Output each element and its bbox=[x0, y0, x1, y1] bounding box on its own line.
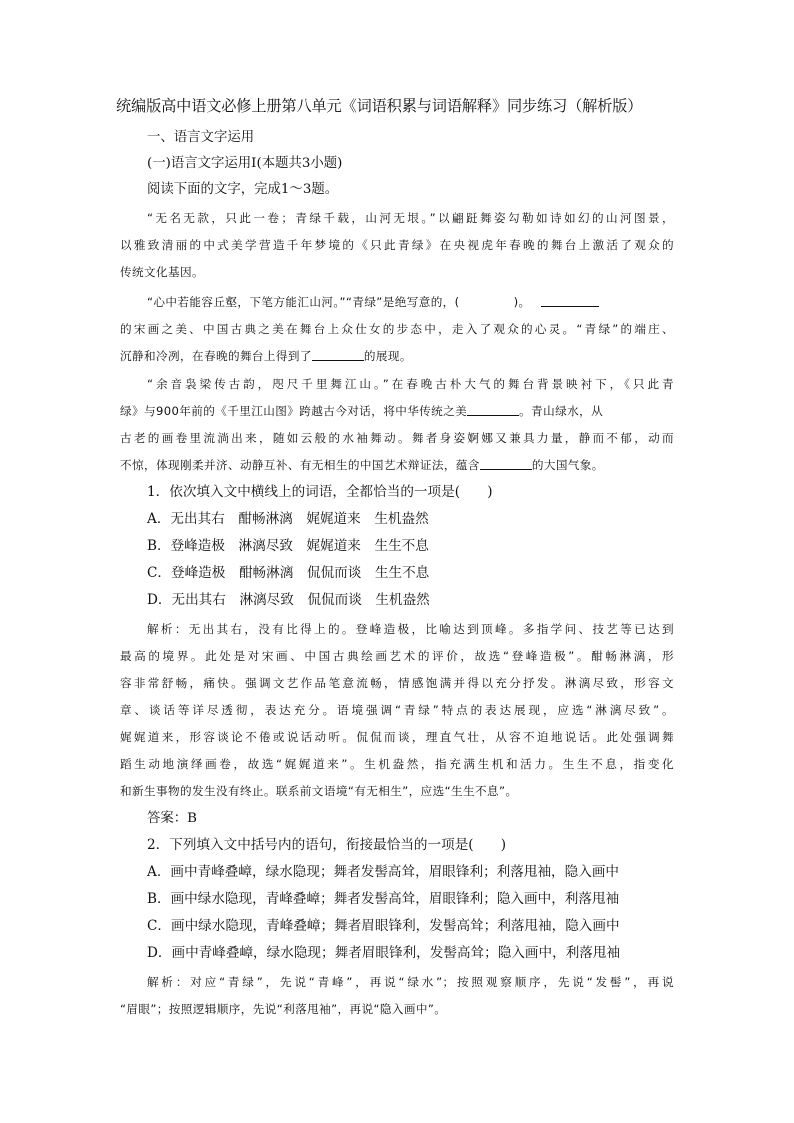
subsection-heading: (一)语言文字运用Ⅰ(本题共3小题) bbox=[147, 156, 343, 171]
passage-p3-text-c: 不惊，体现刚柔并济、动静互补、有无相生的中国艺术辩证法，蕴含 bbox=[120, 458, 480, 472]
question-1-option-c: C．登峰造极 酣畅淋漓 侃侃而谈 生生不息 bbox=[147, 565, 430, 581]
blank-line bbox=[467, 403, 519, 416]
question-2-option-b: B．画中绿水隐现，青峰叠嶂；舞者发髻高耸，眉眼锋利；隐入画中，利落甩袖 bbox=[147, 891, 620, 907]
passage-p3-text-d: 的大国气象。 bbox=[531, 458, 604, 472]
passage-p2-line-3 bbox=[120, 347, 412, 365]
passage-p3-line-4 bbox=[120, 456, 604, 474]
question-1-analysis-line-6: 蹈生动地演绎画卷，故选“娓娓道来”。生机盎然，指充满生机和活力。生生不息，指变化 bbox=[120, 757, 674, 771]
passage-p3-line-3: 古老的画卷里流淌出来，随如云般的水袖舞动。舞者身姿婀娜又兼具力量，静而不郁，动而 bbox=[120, 431, 674, 445]
passage-p3-text-b: 。青山绿水，从 bbox=[519, 404, 604, 418]
section-heading: 一、语言文字运用 bbox=[147, 130, 255, 145]
question-1-option-a: A．无出其右 酣畅淋漓 娓娓道来 生机盎然 bbox=[147, 511, 429, 527]
question-2-analysis-line-1: 解析：对应“青绿”，先说“青峰”，再说“绿水”；按照观察顺序，先说“发髻”，再说 bbox=[147, 975, 674, 989]
question-1-analysis-line-3: 容非常舒畅，痛快。强调文艺作品笔意流畅，情感饱满并得以充分抒发。淋漓尽致，形容文 bbox=[120, 676, 674, 690]
blank-line bbox=[312, 348, 364, 361]
question-2-option-a: A．画中青峰叠嶂，绿水隐现；舞者发髻高耸，眉眼锋利；利落甩袖，隐入画中 bbox=[147, 864, 620, 880]
passage-p2-line-2: 的宋画之美、中国古典之美在舞台上众仕女的步态中，走入了观众的心灵。“青绿”的端庄、 bbox=[120, 322, 674, 336]
document-title: 统编版高中语文必修上册第八单元《词语积累与词语解释》同步练习（解析版） bbox=[116, 97, 643, 115]
question-1-analysis-line-5: 娓娓道来，形容谈论不倦或说话动听。侃侃而谈，理直气壮，从容不迫地说话。此处强调舞 bbox=[120, 730, 674, 744]
question-1-analysis-line-1: 解析：无出其右，没有比得上的。登峰造极，比喻达到顶峰。多指学问、技艺等已达到 bbox=[147, 622, 674, 636]
passage-p1-line-3: 传统文化基因。 bbox=[120, 265, 204, 279]
question-1-stem: 1．依次填入文中横线上的词语，全都恰当的一项是( ) bbox=[147, 484, 493, 500]
blank-line bbox=[541, 294, 599, 307]
passage-p2-text-d: 的展现。 bbox=[363, 349, 412, 363]
question-2-option-d: D．画中青峰叠嶂，绿水隐现；舞者眉眼锋利，发髻高耸；隐入画中，利落甩袖 bbox=[147, 945, 621, 961]
passage-p2-text-c: 沉静和冷冽，在春晚的舞台上得到了 bbox=[120, 349, 312, 363]
question-1-option-b: B．登峰造极 淋漓尽致 娓娓道来 生生不息 bbox=[147, 538, 429, 554]
question-1-analysis-line-7: 和新生事物的发生没有终止。联系前文语境“有无相生”，应选“生生不息”。 bbox=[120, 784, 518, 798]
question-1-answer: 答案：B bbox=[147, 811, 198, 826]
passage-p1-line-1: “无名无款，只此一卷；青绿千载，山河无垠。”以翩跹舞姿勾勒如诗如幻的山河图景， bbox=[147, 211, 674, 225]
blank-line bbox=[480, 457, 532, 470]
passage-p2-text-b: )。 bbox=[513, 295, 531, 309]
reading-instruction: 阅读下面的文字，完成1～3题。 bbox=[147, 182, 339, 197]
passage-p3-line-1: “余音袅梁传古韵，咫尺千里舞江山。”在春晚古朴大气的舞台背景映衬下，《只此青 bbox=[147, 377, 674, 391]
passage-p3-line-2 bbox=[120, 402, 603, 420]
passage-p3-text-a: 绿》与900年前的《千里江山图》跨越古今对话，将中华传统之美 bbox=[120, 404, 468, 418]
question-2-stem: 2．下列填入文中括号内的语句，衔接最恰当的一项是( ) bbox=[147, 837, 507, 853]
passage-p1-line-2: 以雅致清丽的中式美学营造千年梦境的《只此青绿》在央视虎年春晚的舞台上激活了观众的 bbox=[120, 238, 674, 252]
question-1-analysis-line-4: 章、谈话等详尽透彻，表达充分。语境强调“青绿”特点的表达展现，应选“淋漓尽致”。 bbox=[120, 703, 674, 717]
question-1-option-d: D．无出其右 淋漓尽致 侃侃而谈 生机盎然 bbox=[147, 592, 430, 608]
question-2-option-c: C．画中绿水隐现，青峰叠嶂；舞者眉眼锋利，发髻高耸；利落甩袖，隐入画中 bbox=[147, 918, 620, 934]
question-2-analysis-line-2: “眉眼”；按照逻辑顺序，先说“利落甩袖”，再说“隐入画中”。 bbox=[120, 1002, 447, 1016]
passage-p2-text-a: “心中若能容丘壑，下笔方能汇山河。”“青绿”是绝写意的，( bbox=[147, 295, 460, 309]
question-1-analysis-line-2: 最高的境界。此处是对宋画、中国古典绘画艺术的评价，故选“登峰造极”。酣畅淋漓，形 bbox=[120, 649, 674, 663]
passage-p2-line-1 bbox=[147, 293, 599, 311]
